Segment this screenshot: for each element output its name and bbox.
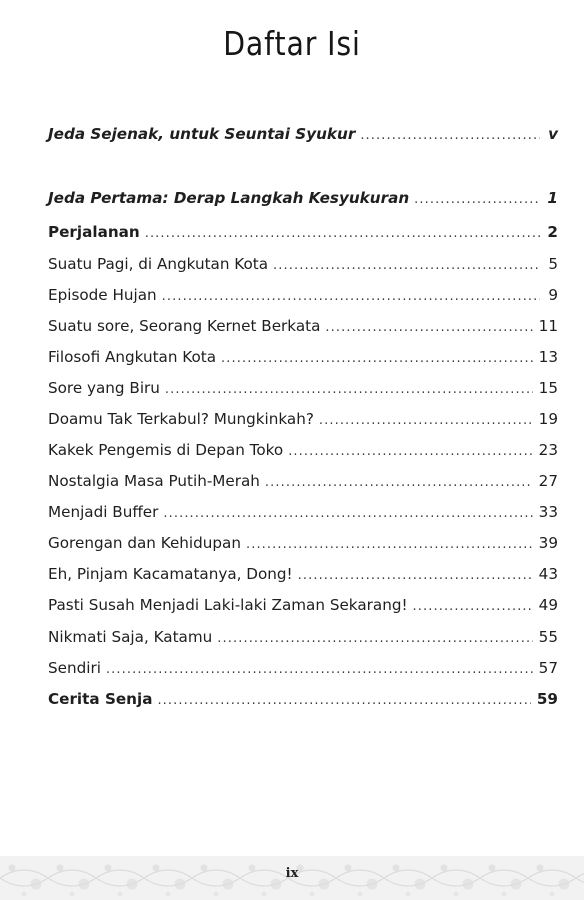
dot-leader — [325, 316, 532, 340]
dot-leader — [413, 595, 533, 619]
toc-entry — [48, 252, 558, 276]
toc-entry-title: Jeda Sejenak, untuk Seuntai Syukur — [48, 125, 356, 143]
dot-leader — [221, 347, 533, 371]
toc-entry — [48, 186, 558, 210]
dot-leader — [165, 378, 533, 402]
toc-entry — [48, 469, 558, 493]
toc-entry-page-number: 5 — [548, 255, 558, 273]
dot-leader — [246, 533, 533, 557]
toc-entry — [48, 283, 558, 307]
toc-entry-title: Sendiri — [48, 659, 101, 677]
toc-entry-page-number: 57 — [538, 659, 558, 677]
dot-leader — [145, 222, 540, 246]
toc-entry-page-number: 19 — [538, 410, 558, 428]
toc-entry — [48, 625, 558, 649]
dot-leader — [157, 689, 530, 713]
toc-entry-page-number: 39 — [538, 534, 558, 552]
toc-entry-title: Jeda Pertama: Derap Langkah Kesyukuran — [48, 189, 410, 207]
toc-entry-page-number: 15 — [538, 379, 558, 397]
toc-entry-page-number: 27 — [538, 472, 558, 490]
page-number: ix — [285, 866, 299, 881]
dot-leader — [217, 627, 532, 651]
toc-entry — [48, 531, 558, 555]
toc-entry-page-number: 33 — [538, 503, 558, 521]
toc-entry-title: Filosofi Angkutan Kota — [48, 348, 217, 366]
dot-leader — [163, 502, 532, 526]
toc-entry-title: Doamu Tak Terkabul? Mungkinkah? — [48, 410, 314, 428]
dot-leader — [319, 409, 533, 433]
toc-entry-title: Episode Hujan — [48, 286, 157, 304]
toc-entry-title: Kakek Pengemis di Depan Toko — [48, 441, 284, 459]
dot-leader — [106, 658, 533, 682]
toc-entry — [48, 345, 558, 369]
dot-leader — [288, 440, 532, 464]
toc-entry-title: Pasti Susah Menjadi Laki-laki Zaman Sekarang! — [48, 596, 408, 614]
toc-entry-page-number: 59 — [536, 690, 558, 708]
toc-entry — [48, 438, 558, 462]
toc-entry-page-number: 11 — [538, 317, 558, 335]
dot-leader — [273, 254, 540, 278]
toc-entry-page-number: 55 — [538, 628, 558, 646]
toc-entry — [48, 314, 558, 338]
toc-entry-title: Nostalgia Masa Putih-Merah — [48, 472, 260, 490]
toc-entry-page-number: 49 — [538, 596, 558, 614]
page-title: Daftar Isi — [223, 24, 361, 63]
dot-leader — [265, 471, 533, 495]
toc-entry-title: Eh, Pinjam Kacamatanya, Dong! — [48, 565, 293, 583]
toc-entry-page-number: 2 — [547, 223, 558, 241]
toc-entry-title: Cerita Senja — [48, 690, 153, 708]
toc-entry — [48, 376, 558, 400]
toc-entry-title: Gorengan dan Kehidupan — [48, 534, 241, 552]
toc-entry-title: Suatu Pagi, di Angkutan Kota — [48, 255, 269, 273]
toc-entry — [48, 656, 558, 680]
toc-entry-page-number: 43 — [538, 565, 558, 583]
toc-entry-page-number: v — [548, 125, 558, 143]
toc-entry — [48, 220, 558, 244]
toc-entry-title: Menjadi Buffer — [48, 503, 159, 521]
toc-entry-title: Perjalanan — [48, 223, 140, 241]
toc-entry-page-number: 13 — [538, 348, 558, 366]
toc-entry-title: Nikmati Saja, Katamu — [48, 628, 213, 646]
toc-entry-page-number: 23 — [538, 441, 558, 459]
toc-entry-page-number: 9 — [548, 286, 558, 304]
toc-entry — [48, 407, 558, 431]
toc-entry-title: Sore yang Biru — [48, 379, 160, 397]
toc-entry-title: Suatu sore, Seorang Kernet Berkata — [48, 317, 321, 335]
toc-entry-page-number: 1 — [547, 189, 558, 207]
dot-leader — [162, 285, 540, 309]
toc-entry — [48, 562, 558, 586]
toc-entry — [48, 687, 558, 711]
dot-leader — [414, 188, 540, 212]
toc-entry — [48, 500, 558, 524]
dot-leader — [360, 124, 540, 148]
toc-entry — [48, 122, 558, 146]
toc-entry — [48, 593, 558, 617]
dot-leader — [298, 564, 533, 588]
